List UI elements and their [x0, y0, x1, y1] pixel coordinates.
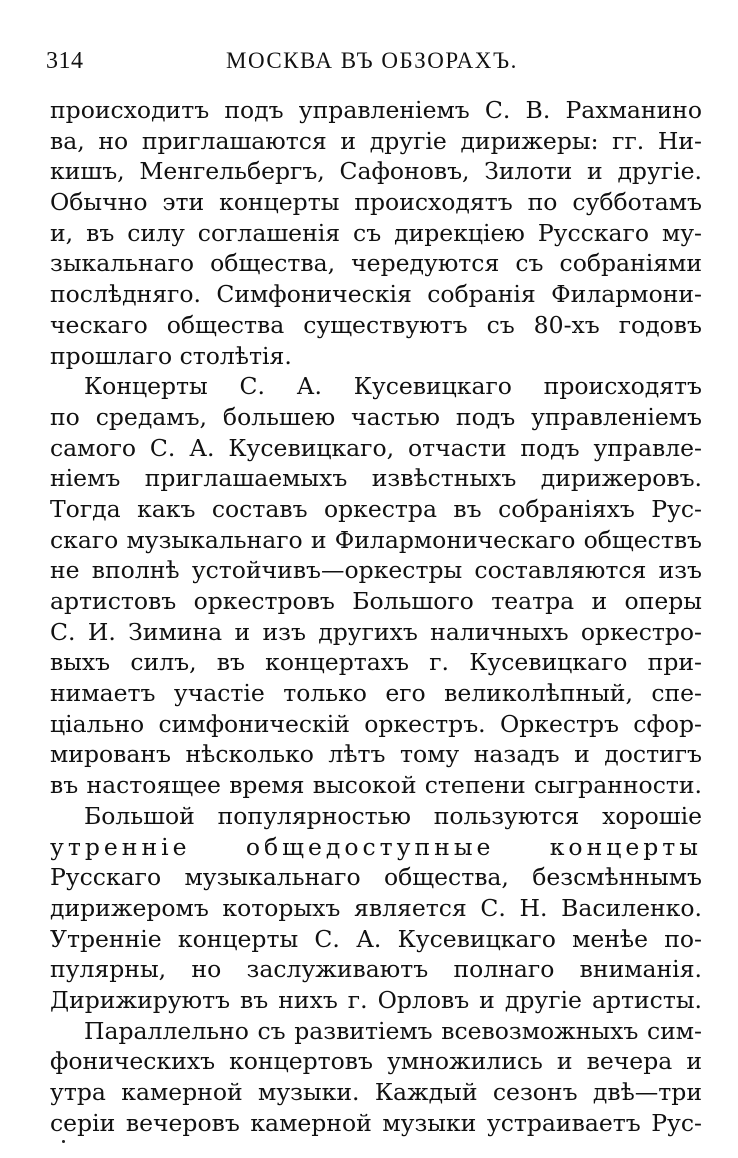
text-line: нимаетъ участіе только его великолѣпный, спе-: [50, 679, 702, 708]
text-line: ва, но приглашаются и другіе дирижеры: гг. Ни-: [50, 126, 702, 155]
text-line: утра камерной музыки. Каждый сезонъ двѣ—три: [50, 1078, 702, 1106]
running-title: МОСКВА ВЪ ОБЗОРАХЪ.: [226, 48, 518, 73]
text-line: ніемъ приглашаемыхъ извѣстныхъ дирижеровъ.: [50, 464, 702, 493]
text-line: дирижеромъ которыхъ является С. Н. Василенко.: [50, 893, 702, 922]
text-line: прошлаго столѣтія.: [50, 341, 292, 370]
text-line: выхъ силъ, въ концертахъ г. Кусевицкаго при-: [50, 648, 702, 677]
text-line: послѣдняго. Симфоническія собранія Филармони-: [50, 280, 702, 309]
text-line: Концерты С. А. Кусевицкаго происходятъ: [84, 372, 702, 401]
text-line: ціально симфоническій оркестръ. Оркестръ сфор-: [50, 709, 702, 738]
text-line: мированъ нѣсколько лѣтъ тому назадъ и достигъ: [50, 740, 702, 769]
text-line: и, въ силу соглашенія съ дирекціею Русскаго му-: [50, 218, 702, 247]
text-line: артистовъ оркестровъ Большого театра и оперы: [50, 587, 702, 615]
text-line: самого С. А. Кусевицкаго, отчасти подъ управле-: [50, 433, 702, 462]
print-speck: [62, 1140, 65, 1143]
text-line: по средамъ, большею частью подъ управленіемъ: [50, 402, 702, 431]
text-line: Большой популярностью пользуются хорошіе: [84, 801, 702, 830]
paragraph-3: [50, 801, 702, 1016]
paragraph-2: [50, 371, 702, 801]
text-line: Утренніе концерты С. А. Кусевицкаго менѣе по-: [50, 924, 702, 953]
text-line: происходитъ подъ управленіемъ С. В. Рахманино: [50, 96, 702, 124]
text-line: кишъ, Менгельбергъ, Сафоновъ, Зилоти и другіе.: [50, 157, 702, 186]
text-line: С. И. Зимина и изъ другихъ наличныхъ оркестро-: [50, 617, 702, 646]
text-line: Дирижируютъ въ нихъ г. Орловъ и другіе артисты.: [50, 985, 702, 1014]
text-line: Параллельно съ развитіемъ всевозможныхъ сим-: [84, 1016, 702, 1045]
text-line-spaced: утренніе общедоступные концерты: [50, 832, 702, 861]
body-text: [50, 95, 702, 1138]
text-line: Тогда какъ составъ оркестра въ собраніяхъ Рус-: [50, 494, 702, 523]
text-line: фоническихъ концертовъ умножились и вечера и: [50, 1047, 702, 1076]
text-line: зыкальнаго общества, чередуются съ собраніями: [50, 249, 702, 278]
paragraph-4: [50, 1016, 702, 1139]
text-line: скаго музыкальнаго и Филармоническаго обществъ: [50, 525, 702, 554]
text-line: Обычно эти концерты происходятъ по субботамъ: [50, 188, 702, 217]
running-head: [46, 40, 692, 80]
text-line: серіи вечеровъ камерной музыки устраиваетъ Рус-: [50, 1108, 702, 1137]
text-line: Русскаго музыкальнаго общества, безсмѣннымъ: [50, 863, 702, 892]
text-line: пулярны, но заслуживаютъ полнаго вниманія.: [50, 955, 702, 984]
text-line: ческаго общества существуютъ съ 80-хъ годовъ: [50, 310, 702, 339]
paragraph-1: [50, 95, 702, 371]
page-number: 314: [46, 48, 84, 74]
text-line: не вполнѣ устойчивъ—оркестры составляются изъ: [50, 556, 702, 585]
text-line: въ настоящее время высокой степени сыгранности.: [50, 771, 702, 800]
